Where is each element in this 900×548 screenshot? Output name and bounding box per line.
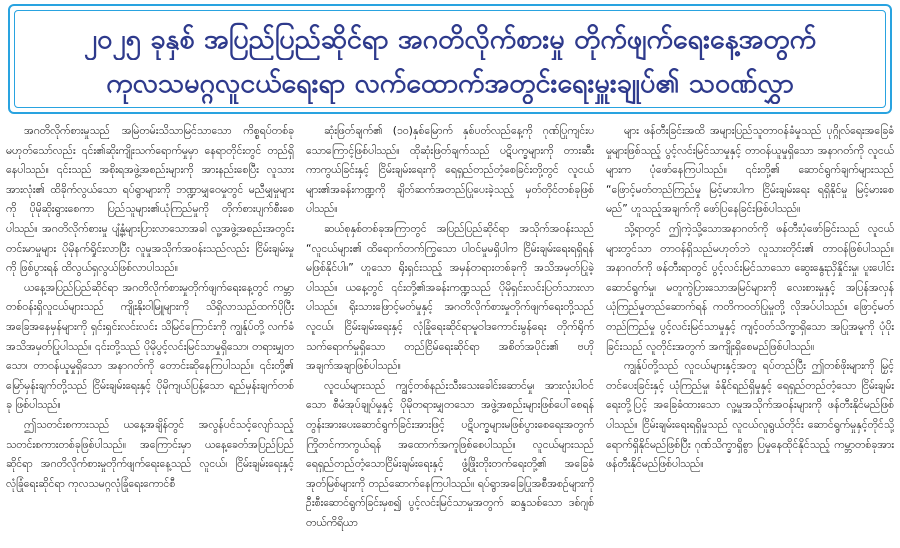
headline-box — [8, 4, 892, 114]
paragraph: အဂတိလိုက်စားမှုသည် အမြဲတမ်းသိသာမြင်သာသော ကိစ္စရပ်တစ်ခုမဟုတ်သော်လည်း ၎င်း၏ဆိုးကျိုးသက်ရောက်မှုမှာ နေရာတိုင်းတွင် တည်ရှိနေပါသည်။ ၎င်းသည် အစိုးရအဖွဲ့အစည်းများကို အားနည်းစေပြီး လူသားအားလုံး၏ ထိခိုက်လွယ်သော ရပ်ရွာများကို ဘဏ္ဍာမျှဝေမှုတွင် မညီမျှမှုများကို ပိုမိုဆိုးရွားစေကာ ပြည်သူများ၏ယုံကြည်မှုကို တိုက်စားပျက်စီးစေပါသည်။ အဂတိလိုက်စားမှု ပျံ့နှံ့များပြားလာသောအခါ လူ့အဖွဲ့အစည်းအတွင်း တင်းမာမှုများ ပိုမိုနက်ရှိုင်းလာပြီး လူမှုအသိုက်အဝန်းသည်လည်း ငြိမ်းချမ်းမှုကို ဖြစ်ပွားရန် ထိလွယ်ရှလွယ်ဖြစ်လာပါသည်။ — [6, 125, 294, 275]
paragraph: ဤသတင်းစကားသည် ယနေ့အချိန်တွင် အလွန်ပင်သင့်လျော်သည့် သတင်းစကားတစ်ခုဖြစ်ပါသည်။ အကြောင်းမှာ ယနေ့ခေတ်အပြည်ပြည်ဆိုင်ရာ အဂတိလိုက်စားမှုတိုက်ဖျက်ရေးနေ့သည် လူငယ်၊ ငြိမ်းချမ်းရေးနှင့် လုံခြုံရေးဆိုင်ရာ ကုလသမဂ္ဂလုံခြုံရေးကောင်စီ — [6, 418, 294, 490]
paragraph: ဆုံးဖြတ်ချက်၏ (၁၀)နှစ်မြောက် နှစ်ပတ်လည်နေ့ကို ဂုဏ်ပြုကျင်းပသောကြောင့်ဖြစ်ပါသည်။ ထိုဆုံးဖြတ်ချက်သည် ပဋိပက္ခများကို တားဆီးကာကွယ်ခြင်းနှင့် ငြိမ်းချမ်းရေးကို ရေရှည်တည်တံ့စေခြင်းတို့တွင် လူငယ်များ၏အခန်းကဏ္ဍကို ချိတ်ဆက်အတည်ပြုပေးခဲ့သည့် မှတ်တိုင်တစ်ခုဖြစ်ပါသည်။ — [306, 125, 594, 216]
article-column-1 — [6, 122, 294, 548]
headline-line-2: ကုလသမဂ္ဂလူငယ်ရေးရာ လက်ထောက်အတွင်းရေးမှူးချုပ်၏ သဝဏ်လွှာ — [106, 68, 794, 99]
article-body — [6, 122, 894, 548]
paragraph: သို့ရာတွင် ဤကဲ့သို့သောအနာဂတ်ကို ဖန်တီးပုံဖော်ခြင်းသည် လူငယ်များတွင်သာ တာဝန်ရှိသည်မဟုတ်ဘဲ လူသားတိုင်း၏ တာဝန်ဖြစ်ပါသည်။ အနာဂတ်ကို ဖန်တီးရာတွင် ပွင့်လင်းမြင်သာသော ဆွေးနွေးညှိနှိုင်းမှု၊ ပူးပေါင်းဆောင်ရွက်မှု၊ မတူကွဲပြားသောအမြင်များကို လေးစားမှုနှင့် အပြန်အလှန် ယုံကြည်မှုတည်ဆောက်ရန် ကတိကဝတ်ပြုမှုတို့ လိုအပ်ပါသည်။ ဖြောင့်မတ်တည်ကြည်မှု ပွင့်လင်းမြင်သာမှုနှင့် ကျင့်ဝတ်သိက္ခာရှိသော အပြုအမူကို ပုံပိုးခြင်းသည် လူတိုင်းအတွက် အကျိုးရှိစေမည်ဖြစ်ပါသည်။ — [606, 222, 894, 353]
paragraph: ဆယ်စုနှစ်တစ်ခုအကြာတွင် အပြည်ပြည်ဆိုင်ရာ အသိုက်အဝန်းသည် “လူငယ်များ၏ ထိရောက်တက်ကြွသော ပါဝင်မှုမရှိပါက ငြိမ်းချမ်းရေးရရှိရန် မဖြစ်နိုင်ပါ။” ဟူသော ရိုးရှင်းသည့် အမှန်တရားတစ်ခုကို အသိအမှတ်ပြုခဲ့ပါသည်။ ယနေ့တွင် ၎င်းတို့၏အခန်းကဏ္ဍသည် ပိုမိုရှင်းလင်းပြတ်သားလာပါသည်။ ရိုးသားဖြောင့်မတ်မှုနှင့် အဂတိလိုက်စားမှုတိုက်ဖျက်ရေးတို့သည် လူငယ်၊ ငြိမ်းချမ်းရေးနှင့် လုံခြုံရေးဆိုင်ရာမူဝါဒကောင်းမွန်ရေး တိုက်ရိုက်သက်ရောက်မှုရှိသော တည်ငြိမ်ရေးဆိုင်ရာ အစိတ်အပိုင်း၏ ဗဟိုအချက်အချာဖြစ်ပါသည်။ — [306, 222, 594, 373]
paragraph: ယနေ့အပြည်ပြည်ဆိုင်ရာ အဂတိလိုက်စားမှုတိုက်ဖျက်ရေးနေ့တွင် ကမ္ဘာတစ်ဝန်းရှိလူငယ်များသည် ကျိုးနိုးဝါမြူများကို သိရှိလာသည်ထက်ပိုပြီး အခြေအနေမှန်များကို ရှင်းရှင်းလင်းလင်း သိမြင်ကြောင်းကို ကျွန်ုပ်တို့ လက်ခံအသိအမှတ်ပြုပါသည်။ ၎င်းတို့သည် ပိုမိုပွင့်လင်းမြင်သာမှုရှိသော၊ တရားမျှတသော၊ တာဝန်ယူမှုရှိသော အနာဂတ်ကို တောင်းဆိုနေကြပါသည်။ ၎င်းတို့၏ မြော်မှန်းချက်တို့သည် ငြိမ်းချမ်းရေးနှင့် ပိုမိုကျယ်ပြန့်သော ရည်မှန်းချက်တစ်ခု ဖြစ်ပါသည်။ — [6, 281, 294, 412]
article-column-2 — [306, 122, 594, 548]
headline-line-1: ၂၀၂၅ ခုနှစ် အပြည်ပြည်ဆိုင်ရာ အဂတိလိုက်စားမှု တိုက်ဖျက်ရေးနေ့အတွက် — [83, 24, 817, 55]
paragraph: များ ဖန်တီးခြင်းအထိ အများပြည်သူတာဝန်ခံမှုသည် ပုဂ္ဂိုလ်ရေးအခြေခံမှုများဖြစ်သည့် ပွင့်လင်းမြင်သာမှုနှင့် တာဝန်ယူမှုရှိသော အနာဂတ်ကို လူငယ်များက ပုံဖော်နေကြပါသည်။ ၎င်းတို့၏ ဆောင်ရွက်ချက်များသည် “ဖြောင့်မတ်တည်ကြည်မှု မြင့်မားပါက ငြိမ်းချမ်းရေး ရရှိနိုင်မှု မြင့်မားစေမည်” ဟူသည့်အချက်ကို ဖော်ပြနေခြင်းဖြစ်ပါသည်။ — [606, 125, 894, 216]
paragraph: ကျွန်ုပ်တို့သည် လူငယ်များနှင့်အတူ ရပ်တည်ပြီး ဤတစ်ဖိုးများကို မြှင့်တင်ပေးခြင်းနှင့် ယုံကြည်မှု၊ ခံနိုင်ရည်ရှိမှုနှင့် ရေရှည်တည်တံ့သော ငြိမ်းချမ်းရေးတို့ပြင့် အခြေခံထားသော လူ့မှုအသိုက်အဝန်းများကို ဖန်တီးနိုင်မည်ဖြစ်ပါသည်။ ငြိမ်းချမ်းရေးရရှိမှုသည် လူငယ်လူရွယ်တိုင်း ဆောင်ရွက်မှုနှင့်တိုင်သို့ ရောက်ရှိနိုင်မည်ဖြစ်ပြီး ဂုဏ်သိက္ခာရှိစွာ ပြမှုနေထိုင်နိုင်သည့် ကမ္ဘာတစ်ခုအား ဖန်တီးနိုင်မည်ဖြစ်ပါသည်။ — [606, 360, 894, 471]
article-column-3 — [606, 122, 894, 548]
paragraph: လူငယ်များသည် ကျွင့်တစ်နည်းသီးသေးခေါင်းဆောင်မှု၊ အားလုံးပါဝင်သော စီမံအုပ်ချုပ်မှုနှင့် ပိုမိုတရားမျှတသော အဖွဲ့အစည်းများဖြစ်ပေါ်စေရန် တွန်းအားပေးဆောင်ရွက်ခြင်းအားဖြင့် ပဋိပက္ခများမဖြစ်ပွားစေရေးအတွက် ကြိုတင်ကာကွယ်ရန် အထောက်အကူဖြစ်စေပါသည်။ လူငယ်များသည် ရေရှည်တည်တံ့သောငြိမ်းချမ်းရေးနှင့် ဖွံ့ဖြိုးတိုးတက်ရေးတို့၏ အခြေခံအုတ်မြစ်များကို တည်ဆောက်နေကြပါသည်။ ရပ်ရွာအခြေပြုအစီအစဉ်များကို ဦးစီးဆောင်ရွက်ခြင်းမှစ၍ ပွင့်လင်းမြင်သာမှုအတွက် ဆန္ဒသစ်သော ဒစ်ဂျစ်တယ်ကိရိယာ — [306, 379, 594, 529]
